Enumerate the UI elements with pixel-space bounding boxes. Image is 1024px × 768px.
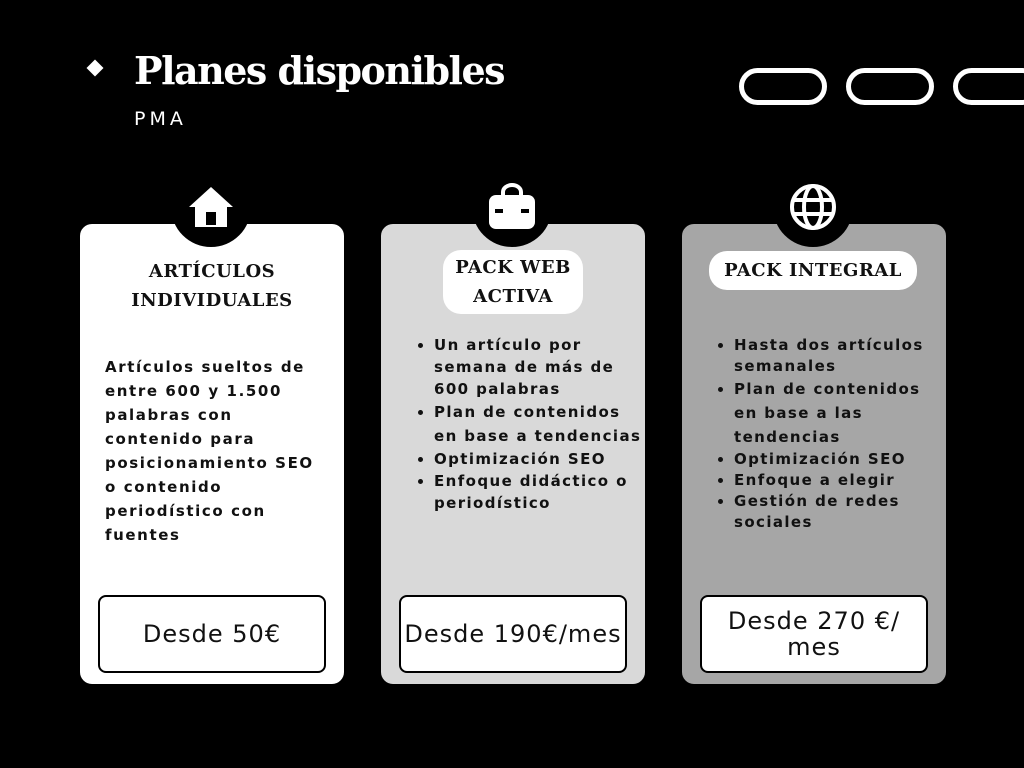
decorative-pill-1 <box>739 68 827 105</box>
feature-list <box>416 334 646 514</box>
list-item: • Hasta dos artículos semanales <box>734 335 944 377</box>
diamond-bullet-icon <box>87 60 104 77</box>
decorative-pill-3 <box>953 68 1024 105</box>
price-box: Desde 270 €/ mes <box>700 595 928 673</box>
plan-card-pack-web-activa <box>379 222 647 686</box>
shopping-bag-icon <box>472 167 552 247</box>
list-item: • Un artículo por semana de más de 600 palabras <box>434 334 646 400</box>
price-box: Desde 50€ <box>98 595 326 673</box>
list-item: • Enfoque a elegir <box>734 470 944 491</box>
plan-description: Artículos sueltos de entre 600 y 1.500 palabras con contenido para posicionamiento SEO o contenido periodístico con fuentes <box>105 358 314 544</box>
price-box: Desde 190€/mes <box>399 595 627 673</box>
page-subtitle: PMA <box>134 108 187 130</box>
list-item: • Plan de contenidos en base a tendencias <box>434 400 646 448</box>
globe-icon <box>773 167 853 247</box>
list-item: • Optimización SEO <box>734 449 944 470</box>
plan-card-articulos <box>78 222 346 686</box>
plan-title: ARTÍCULOS INDIVIDUALES <box>131 261 293 311</box>
list-item: • Enfoque didáctico o periodístico <box>434 470 646 514</box>
plan-title: PACK INTEGRAL <box>709 251 917 290</box>
home-icon <box>171 167 251 247</box>
list-item: • Plan de contenidos en base a las tendencias <box>734 377 944 449</box>
decorative-pill-2 <box>846 68 934 105</box>
feature-list <box>716 335 944 533</box>
list-item: • Gestión de redes sociales <box>734 491 944 533</box>
plan-title: PACK WEB ACTIVA <box>443 250 583 314</box>
plan-card-pack-integral <box>680 222 948 686</box>
list-item: • Optimización SEO <box>434 448 646 470</box>
page-title: Planes disponibles <box>134 48 505 93</box>
